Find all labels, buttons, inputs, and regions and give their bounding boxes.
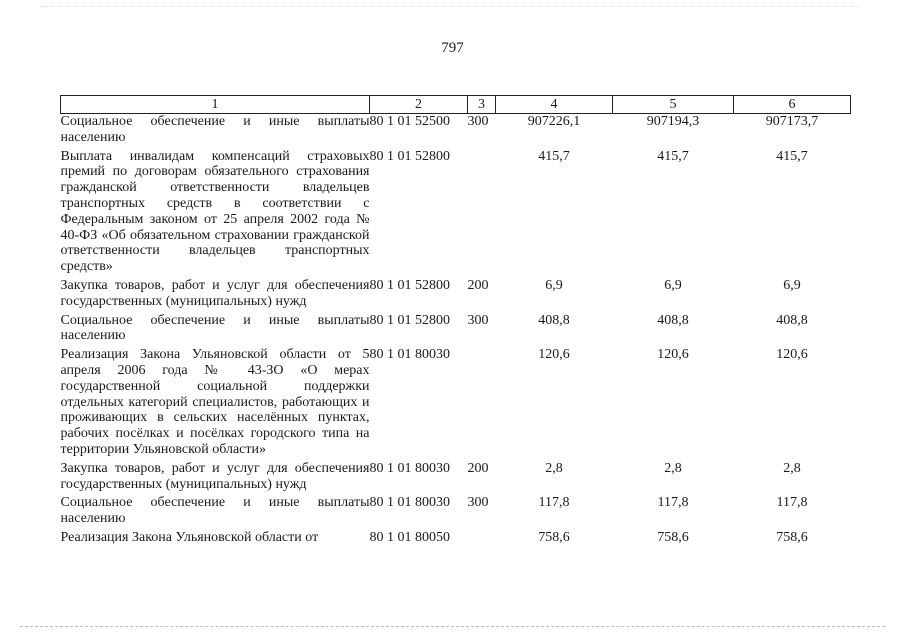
row-description: Выплата инвалидам компенсаций страховых премий по договорам обязательного страхования гражданской ответственности владельцев транспортных средств в соответствии с Федеральным законом от 25 апреля 2002 года № 40-ФЗ «Об обязательном страховании гражданской ответственности владельцев транспортных средств» (60, 148, 370, 275)
row-value-col4: 117,8 (538, 495, 570, 511)
table-row (61, 114, 851, 149)
table-row (61, 347, 851, 461)
row-code: 80 1 01 52800 (369, 148, 450, 164)
row-value-col5: 415,7 (657, 148, 689, 164)
header-col-3: 3 (468, 96, 496, 114)
row-code: 80 1 01 80050 (369, 529, 450, 545)
row-code: 80 1 01 80030 (369, 495, 450, 511)
row-code: 80 1 01 80030 (369, 347, 450, 363)
row-value-col5: 907194,3 (646, 114, 700, 129)
row-expense-type (468, 347, 496, 461)
row-value-col4: 2,8 (545, 460, 563, 476)
row-description: Социальное обеспечение и иные выплаты населению (60, 114, 370, 145)
row-value-col4: 907226,1 (527, 114, 581, 129)
table-row (61, 461, 851, 496)
row-value-col5: 6,9 (664, 277, 682, 293)
row-expense-type: 300 (467, 114, 489, 129)
row-value-col5: 758,6 (657, 529, 689, 545)
page-number: 797 (441, 40, 464, 56)
row-expense-type (468, 530, 496, 549)
row-value-col4: 758,6 (538, 529, 570, 545)
header-col-4: 4 (496, 96, 613, 114)
row-value-col6: 2,8 (783, 460, 801, 476)
row-value-col6: 758,6 (776, 529, 808, 545)
row-description: Реализация Закона Ульяновской области от 5 апреля 2006 года № 43-ЗО «О мерах государственной социальной поддержки отдельных категорий специалистов, работающих и проживающих в сельских населённых пунктах, рабочих посёлках и посёлках городского типа на территории Ульяновской области» (60, 347, 370, 457)
row-value-col6: 6,9 (783, 277, 801, 293)
row-expense-type (468, 149, 496, 278)
row-value-col5: 2,8 (664, 460, 682, 476)
row-value-col5: 408,8 (657, 312, 689, 328)
row-description: Социальное обеспечение и иные выплаты населению (60, 312, 370, 344)
row-description: Реализация Закона Ульяновской области от (60, 529, 319, 545)
row-value-col6: 408,8 (776, 312, 808, 328)
row-value-col5: 120,6 (657, 347, 689, 363)
table-row (61, 530, 851, 549)
row-description: Закупка товаров, работ и услуг для обеспечения государственных (муниципальных) нужд (60, 277, 370, 309)
budget-table (60, 95, 851, 549)
row-value-col6: 907173,7 (765, 114, 819, 129)
row-expense-type: 200 (467, 277, 489, 293)
table-header-row (61, 96, 851, 114)
scan-artifact-top (40, 6, 860, 8)
header-col-2: 2 (370, 96, 468, 114)
row-expense-type: 200 (467, 460, 489, 476)
row-value-col6: 120,6 (776, 347, 808, 363)
row-value-col4: 415,7 (538, 148, 570, 164)
row-value-col5: 117,8 (657, 495, 689, 511)
header-col-6: 6 (734, 96, 851, 114)
table-row (61, 149, 851, 278)
row-description: Социальное обеспечение и иные выплаты населению (60, 495, 370, 527)
row-description: Закупка товаров, работ и услуг для обеспечения государственных (муниципальных) нужд (60, 460, 370, 492)
row-expense-type: 300 (467, 495, 489, 511)
row-value-col4: 120,6 (538, 347, 570, 363)
row-value-col6: 415,7 (776, 148, 808, 164)
header-col-5: 5 (613, 96, 734, 114)
row-code: 80 1 01 52500 (369, 114, 450, 129)
table-row (61, 278, 851, 313)
row-code: 80 1 01 52800 (369, 277, 450, 293)
table-row (61, 495, 851, 530)
row-expense-type: 300 (467, 312, 489, 328)
table-row (61, 313, 851, 348)
header-col-1: 1 (61, 96, 370, 114)
scan-artifact-bottom (20, 626, 885, 628)
row-value-col4: 408,8 (538, 312, 570, 328)
row-value-col4: 6,9 (545, 277, 563, 293)
row-code: 80 1 01 52800 (369, 312, 450, 328)
row-code: 80 1 01 80030 (369, 460, 450, 476)
row-value-col6: 117,8 (776, 495, 808, 511)
